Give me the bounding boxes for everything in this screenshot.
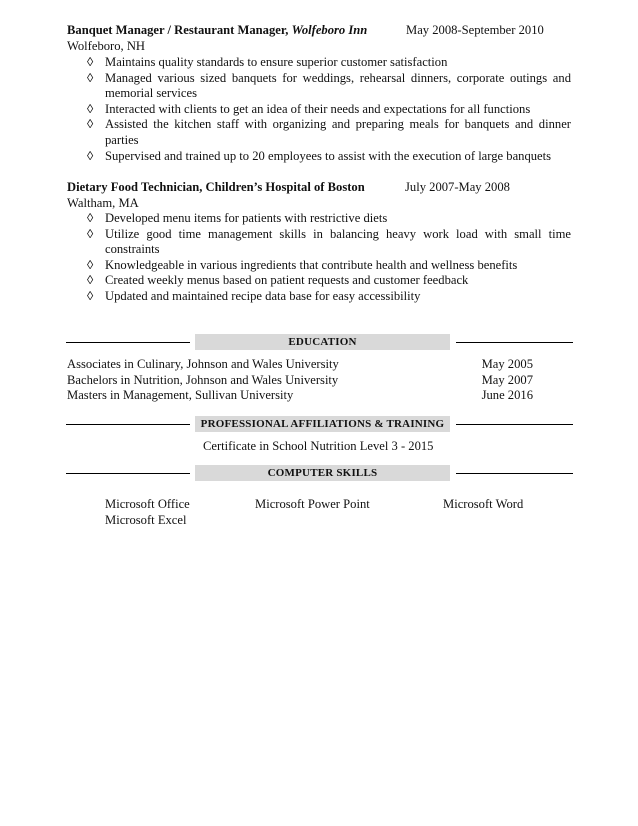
education-row — [67, 373, 533, 389]
diamond-bullet-icon: ◊ — [87, 288, 94, 303]
list-item: ◊ Updated and maintained recipe data base for easy accessibility — [87, 288, 421, 303]
list-item: ◊ Maintains quality standards to ensure superior customer satisfaction — [87, 55, 448, 69]
skill-item: Microsoft Office — [105, 497, 190, 511]
section-divider — [456, 473, 573, 474]
degree-date: May 2007 — [481, 373, 533, 387]
diamond-bullet-icon: ◊ — [87, 101, 94, 116]
diamond-bullet-icon: ◊ — [87, 257, 94, 272]
skills-heading: COMPUTER SKILLS — [195, 465, 450, 481]
job1-bullet-list — [87, 55, 571, 164]
degree: Masters in Management, Sullivan University — [67, 388, 294, 402]
list-item: ◊ Interacted with clients to get an idea of their needs and expectations for all functions — [87, 101, 531, 116]
skill-item: Microsoft Power Point — [255, 497, 370, 511]
list-item: ◊ Supervised and trained up to 20 employees to assist with the execution of large banquets — [87, 148, 552, 163]
degree-date: May 2005 — [481, 357, 533, 371]
degree: Bachelors in Nutrition, Johnson and Wales University — [67, 373, 339, 387]
diamond-bullet-icon: ◊ — [87, 70, 94, 85]
job1-location: Wolfeboro, NH — [67, 39, 146, 53]
education-row — [67, 357, 533, 373]
job1-dates: May 2008-September 2010 — [406, 23, 544, 37]
diamond-bullet-icon: ◊ — [87, 148, 94, 163]
list-item: ◊ Knowledgeable in various ingredients that contribute health and wellness benefits — [87, 257, 518, 272]
skill-item: Microsoft Excel — [105, 513, 187, 527]
section-divider — [66, 424, 190, 425]
job2-bullet-list — [87, 211, 571, 305]
job2-dates: July 2007-May 2008 — [405, 180, 510, 194]
job1-employer: Wolfeboro Inn — [291, 23, 368, 37]
list-item: ◊ Utilize good time management skills in balancing heavy work load with small time constraints — [87, 226, 571, 257]
affiliation-item: Certificate in School Nutrition Level 3 - 2015 — [203, 439, 434, 453]
job2-title: Dietary Food Technician, Children’s Hospital of Boston — [67, 180, 365, 194]
list-item: ◊ Created weekly menus based on patient requests and customer feedback — [87, 273, 469, 288]
diamond-bullet-icon: ◊ — [87, 273, 94, 288]
list-item: ◊ Managed various sized banquets for weddings, rehearsal dinners, corporate outings and memorial services — [87, 70, 571, 101]
job1-heading — [67, 23, 367, 39]
skill-item: Microsoft Word — [443, 497, 524, 511]
degree: Associates in Culinary, Johnson and Wales University — [67, 357, 339, 371]
education-row — [67, 388, 533, 404]
section-divider — [456, 424, 573, 425]
list-item: ◊ Assisted the kitchen staff with organizing and preparing meals for banquets and dinner parties — [87, 117, 571, 147]
list-item: ◊ Developed menu items for patients with restrictive diets — [87, 211, 388, 225]
diamond-bullet-icon: ◊ — [87, 211, 94, 225]
diamond-bullet-icon: ◊ — [87, 226, 94, 241]
degree-date: June 2016 — [481, 388, 533, 402]
diamond-bullet-icon: ◊ — [87, 55, 94, 69]
diamond-bullet-icon: ◊ — [87, 117, 94, 132]
job1-title: Banquet Manager / Restaurant Manager, — [67, 23, 289, 37]
education-heading: EDUCATION — [195, 334, 450, 350]
section-divider — [456, 342, 573, 343]
section-divider — [66, 473, 190, 474]
job2-location: Waltham, MA — [67, 196, 139, 210]
affiliations-heading: PROFESSIONAL AFFILIATIONS & TRAINING — [195, 416, 450, 432]
section-divider — [66, 342, 190, 343]
